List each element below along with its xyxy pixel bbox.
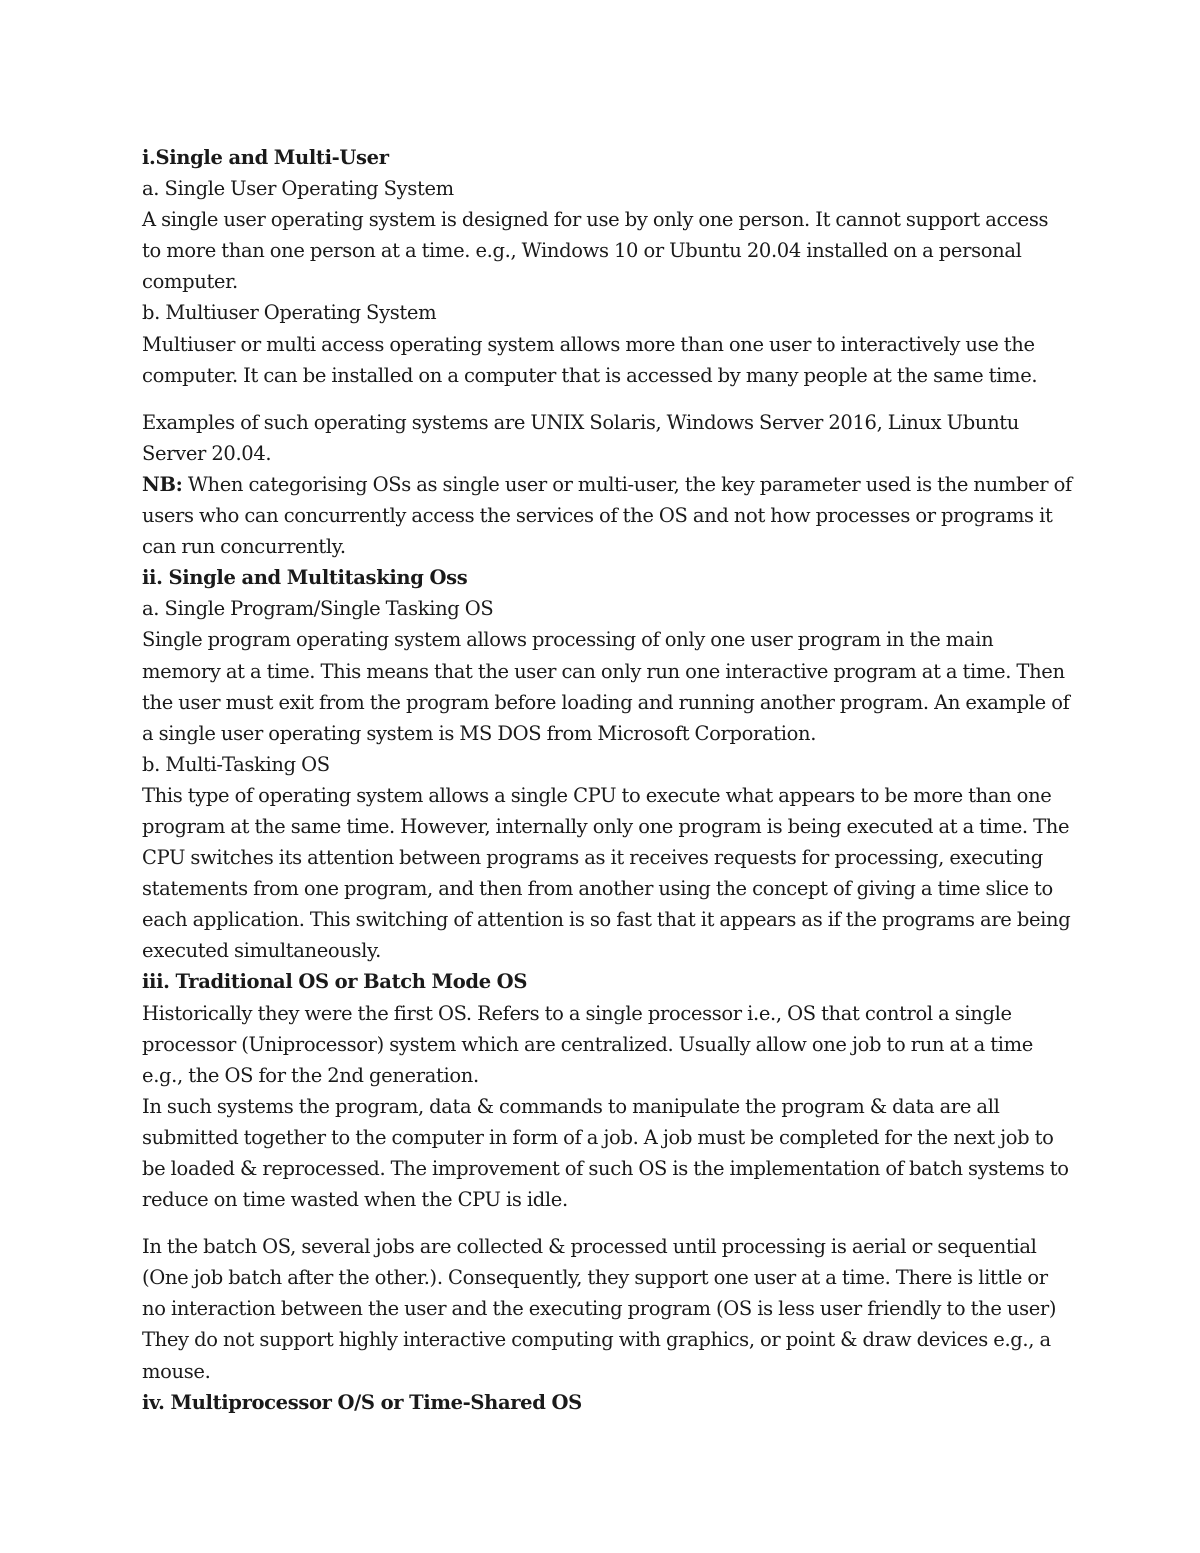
document-page	[142, 142, 1072, 1418]
paragraph-batch-jobs: In such systems the program, data & commands to manipulate the program & data are all submitted together to the computer in form of a job. A job must be completed for the next job to be loaded & reprocessed. The improvement of such OS is the implementation of batch systems to reduce on time wasted when the CPU is idle.	[142, 1094, 1069, 1212]
paragraph-batch-history: Historically they were the first OS. Refers to a single processor i.e., OS that control a single processor (Uniprocessor) system which are centralized. Usually allow one job to run at a time e.g., the OS for the 2nd generation.	[142, 1001, 1033, 1087]
section-heading-single-multitasking: ii. Single and Multitasking Oss	[142, 566, 468, 590]
subheading-multiuser-os: b. Multiuser Operating System	[142, 301, 437, 325]
paragraph-single-user-os: A single user operating system is designed for use by only one person. It cannot support access to more than one person at a time. e.g., Windows 10 or Ubuntu 20.04 installed on a personal computer.	[142, 208, 1049, 294]
nb-text: When categorising OSs as single user or multi-user, the key parameter used is the number of users who can concurrently access the services of the OS and not how processes or programs it can run concurrently.	[142, 472, 1072, 559]
paragraph-multi-tasking-os: This type of operating system allows a single CPU to execute what appears to be more than one program at the same time. However, internally only one program is being executed at a time. The CPU switches its attention between programs as it receives requests for processing, executing statements from one program, and then from another using the concept of giving a time slice to each application. This switching of attention is so fast that it appears as if the programs are being executed simultaneously.	[142, 783, 1071, 963]
nb-label: NB:	[142, 472, 183, 496]
section-heading-batch-mode-os: iii. Traditional OS or Batch Mode OS	[142, 970, 528, 994]
paragraph-single-tasking-os: Single program operating system allows processing of only one user program in the main memory at a time. This means that the user can only run one interactive program at a time. Then the user must exit from the program before loading and running another program. An example of a single user operating system is MS DOS from Microsoft Corporation.	[142, 628, 1070, 745]
section-heading-multiprocessor-os: iv. Multiprocessor O/S or Time-Shared OS	[142, 1390, 582, 1414]
paragraph-multiuser-os: Multiuser or multi access operating system allows more than one user to interactively use the computer. It can be installed on a computer that is accessed by many people at the same time.	[142, 332, 1038, 387]
paragraph-examples: Examples of such operating systems are UNIX Solaris, Windows Server 2016, Linux Ubuntu Server 20.04.	[142, 410, 1019, 465]
paragraph-nb	[142, 469, 1072, 562]
subheading-single-user-os: a. Single User Operating System	[142, 177, 454, 201]
subheading-single-tasking-os: a. Single Program/Single Tasking OS	[142, 597, 494, 621]
subheading-multi-tasking-os: b. Multi-Tasking OS	[142, 752, 330, 776]
paragraph-batch-processing: In the batch OS, several jobs are collected & processed until processing is aerial or sequential (One job batch after the other.). Consequently, they support one user at a time. There is little or no interaction between the user and the executing program (OS is less user friendly to the user) They do not support highly interactive computing with graphics, or point & draw devices e.g., a mouse.	[142, 1235, 1057, 1383]
section-heading-single-multi-user: i.Single and Multi-User	[142, 146, 389, 169]
